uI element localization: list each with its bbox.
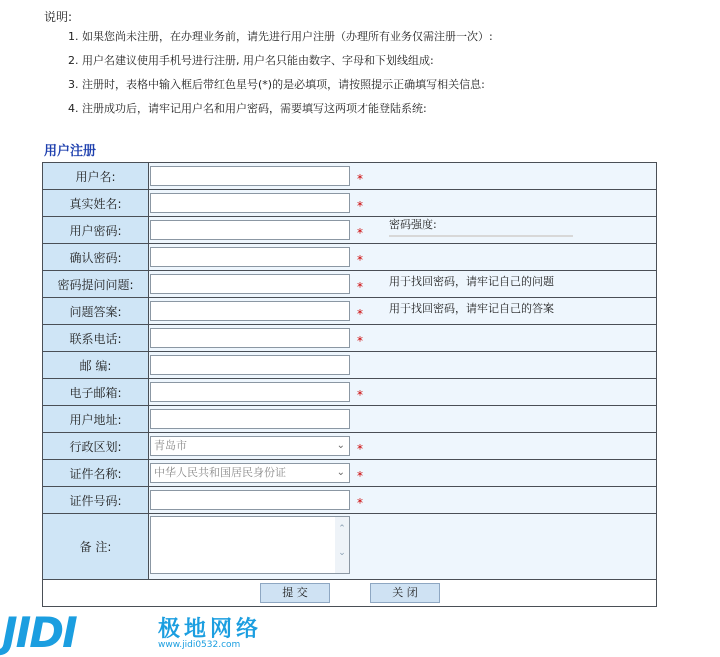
address-input[interactable] xyxy=(150,409,350,429)
form-row-password xyxy=(43,217,657,244)
required-mark: * xyxy=(357,226,363,240)
submit-button[interactable]: 提 交 xyxy=(260,583,330,603)
form-row-remark xyxy=(43,514,657,580)
form-row-realname xyxy=(43,190,657,217)
form-row-phone xyxy=(43,325,657,352)
form-row-username xyxy=(43,163,657,190)
remark-label: 备 注: xyxy=(43,514,149,580)
form-row-email xyxy=(43,379,657,406)
username-input[interactable] xyxy=(150,166,350,186)
form-row-buttons xyxy=(43,580,657,607)
id-number-label: 证件号码: xyxy=(43,487,149,514)
required-mark: * xyxy=(357,280,363,294)
instructions xyxy=(44,8,493,126)
chevron-down-icon: ⌄ xyxy=(336,467,345,478)
password-strength-label: 密码强度: xyxy=(389,217,437,231)
realname-label: 真实姓名: xyxy=(43,190,149,217)
security-question-label: 密码提问问题: xyxy=(43,271,149,298)
remark-textarea[interactable] xyxy=(150,516,350,574)
postcode-label: 邮 编: xyxy=(43,352,149,379)
textarea-scrollbar[interactable]: ⌃ ⌄ xyxy=(335,517,349,573)
instruction-item: 3. 注册时，表格中输入框后带红色星号(*)的是必填项，请按照提示正确填写相关信息: xyxy=(68,78,485,91)
confirm-password-input[interactable] xyxy=(150,247,350,267)
required-mark: * xyxy=(357,496,363,510)
logo-mark: JIDI xyxy=(2,608,76,657)
chevron-down-icon: ⌄ xyxy=(336,440,345,451)
phone-label: 联系电话: xyxy=(43,325,149,352)
password-strength-meter xyxy=(389,235,573,237)
form-row-answer xyxy=(43,298,657,325)
security-question-hint: 用于找回密码，请牢记自己的问题 xyxy=(389,275,554,288)
postcode-input[interactable] xyxy=(150,355,350,375)
required-mark: * xyxy=(357,253,363,267)
password-label: 用户密码: xyxy=(43,217,149,244)
form-row-confirm xyxy=(43,244,657,271)
security-answer-label: 问题答案: xyxy=(43,298,149,325)
instruction-item: 2. 用户名建议使用手机号进行注册, 用户名只能由数字、字母和下划线组成: xyxy=(68,54,434,67)
security-answer-hint: 用于找回密码，请牢记自己的答案 xyxy=(389,302,554,315)
instructions-heading: 说明: xyxy=(44,10,73,24)
region-select-value: 青岛市 xyxy=(154,439,187,452)
region-select[interactable] xyxy=(150,436,350,456)
username-label: 用户名: xyxy=(43,163,149,190)
registration-form xyxy=(42,162,657,607)
id-number-input[interactable] xyxy=(150,490,350,510)
brand-url: www.jidi0532.com xyxy=(158,640,241,650)
phone-input[interactable] xyxy=(150,328,350,348)
close-button[interactable]: 关 闭 xyxy=(370,583,440,603)
form-row-idtype xyxy=(43,460,657,487)
form-title: 用户注册 xyxy=(44,144,97,159)
realname-input[interactable] xyxy=(150,193,350,213)
company-logo xyxy=(0,604,330,657)
password-strength xyxy=(389,216,573,237)
instruction-item: 1. 如果您尚未注册，在办理业务前，请先进行用户注册（办理所有业务仅需注册一次）: xyxy=(68,30,493,43)
required-mark: * xyxy=(357,307,363,321)
required-mark: * xyxy=(357,199,363,213)
password-input[interactable] xyxy=(150,220,350,240)
id-type-select-value: 中华人民共和国居民身份证 xyxy=(154,466,286,479)
brand-name: 极地网络 xyxy=(158,617,263,642)
email-input[interactable] xyxy=(150,382,350,402)
confirm-password-label: 确认密码: xyxy=(43,244,149,271)
required-mark: * xyxy=(357,442,363,456)
security-answer-input[interactable] xyxy=(150,301,350,321)
address-label: 用户地址: xyxy=(43,406,149,433)
required-mark: * xyxy=(357,334,363,348)
email-label: 电子邮箱: xyxy=(43,379,149,406)
form-row-address xyxy=(43,406,657,433)
region-label: 行政区划: xyxy=(43,433,149,460)
form-row-question xyxy=(43,271,657,298)
id-type-select[interactable] xyxy=(150,463,350,483)
form-row-region xyxy=(43,433,657,460)
form-row-postcode xyxy=(43,352,657,379)
security-question-input[interactable] xyxy=(150,274,350,294)
instruction-item: 4. 注册成功后，请牢记用户名和用户密码，需要填写这两项才能登陆系统: xyxy=(68,102,427,115)
required-mark: * xyxy=(357,388,363,402)
required-mark: * xyxy=(357,172,363,186)
id-type-label: 证件名称: xyxy=(43,460,149,487)
required-mark: * xyxy=(357,469,363,483)
form-row-idnum xyxy=(43,487,657,514)
